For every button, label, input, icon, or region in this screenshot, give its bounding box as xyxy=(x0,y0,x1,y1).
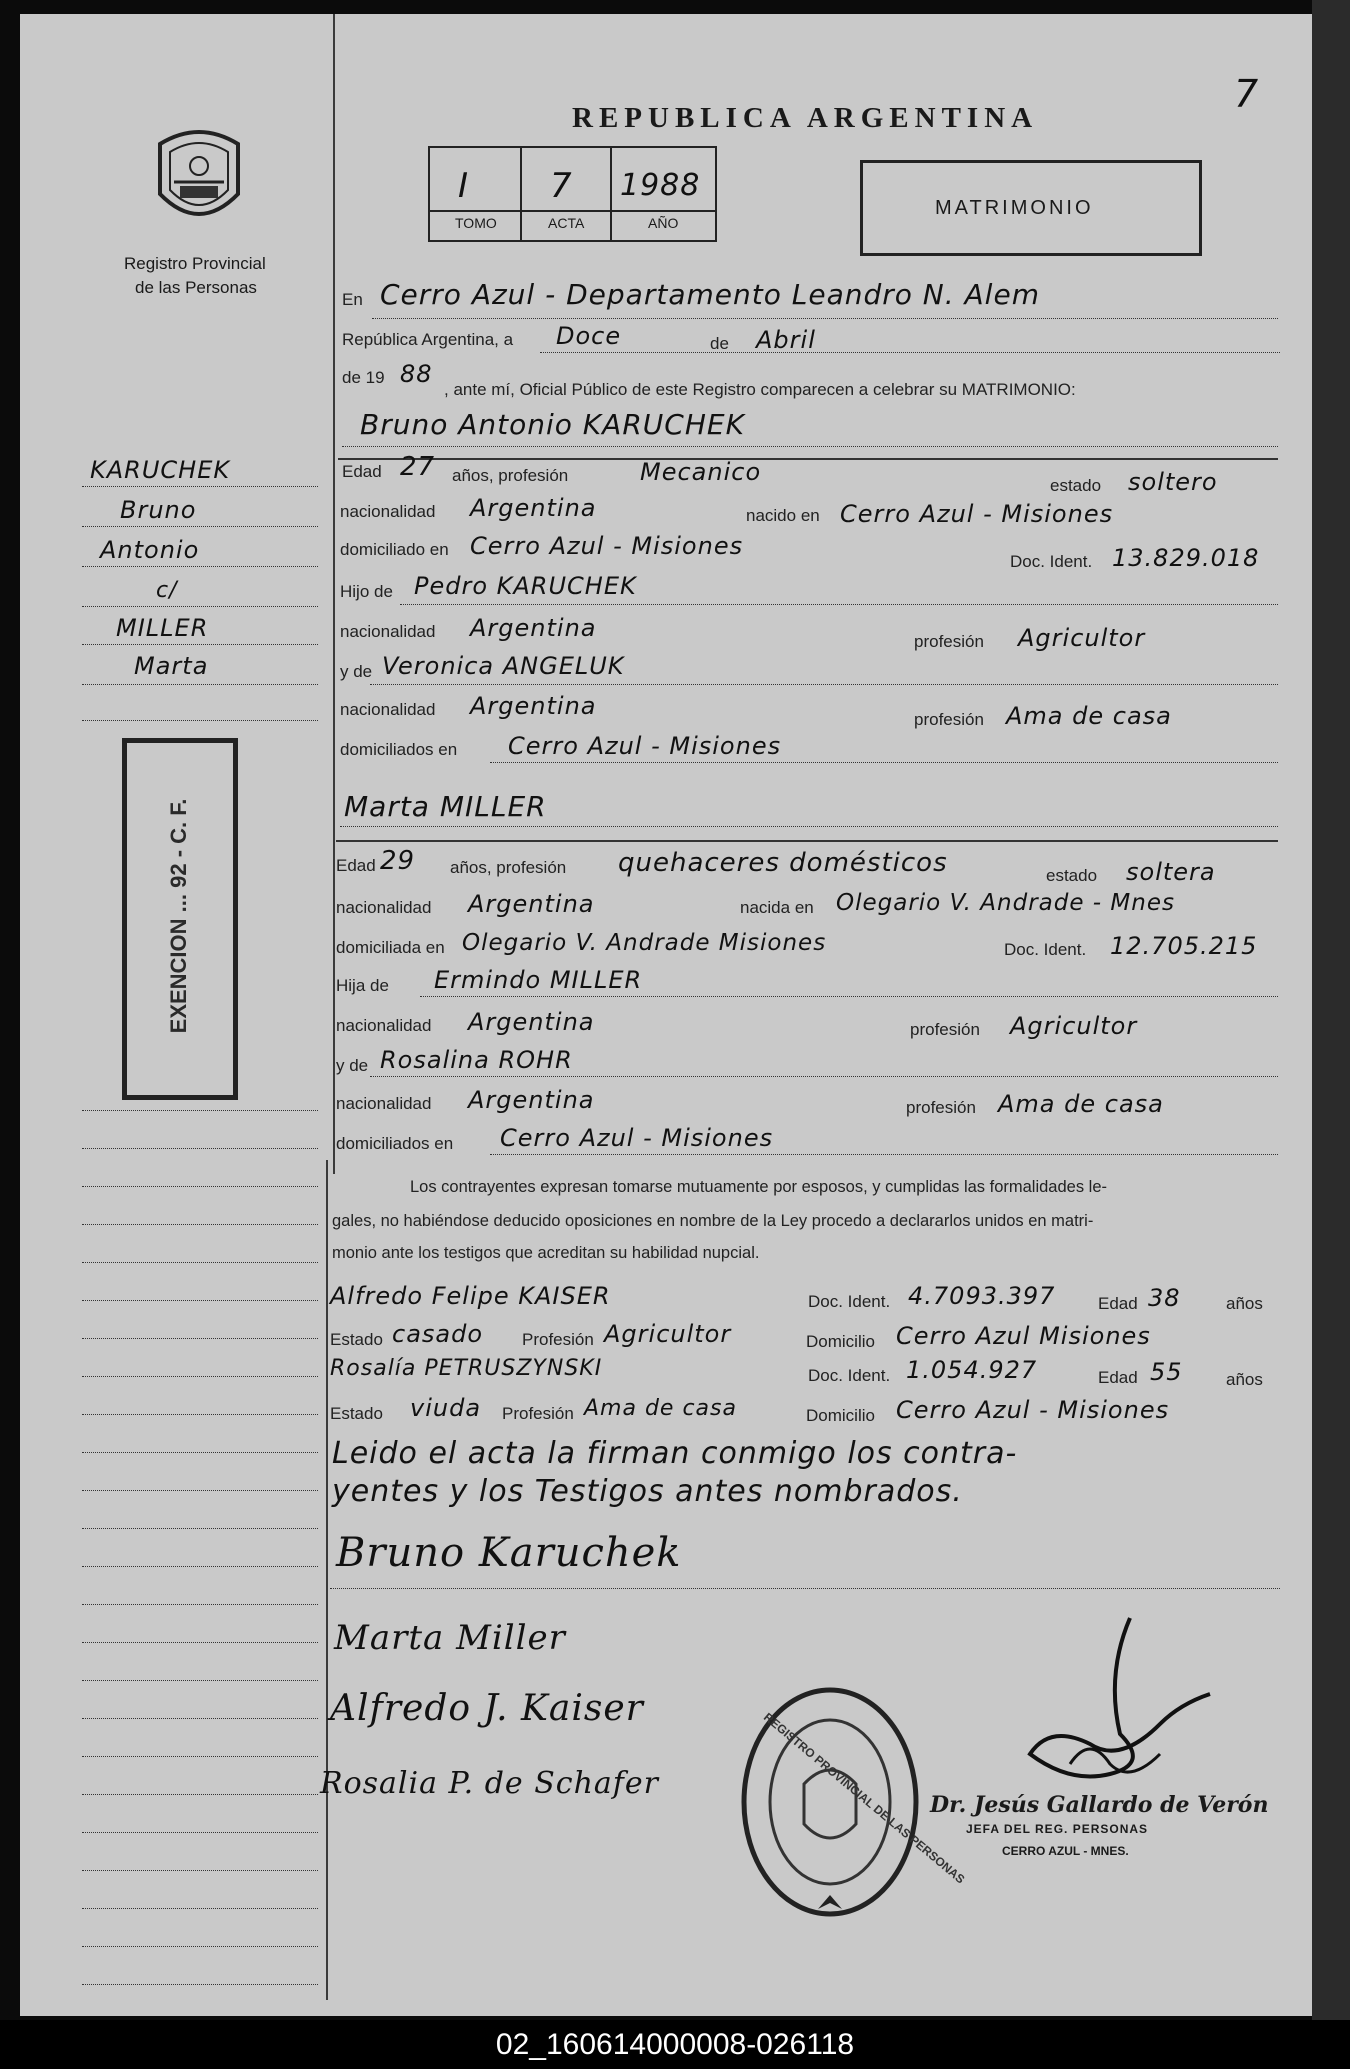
label-profesion-mother: profesión xyxy=(914,710,984,729)
declaration-line-2: gales, no habiéndose deducido oposiciones en nombre de la Ley procedo a declararlos unidos en matri- xyxy=(332,1212,1094,1230)
label-estado-w2: Estado xyxy=(330,1404,383,1423)
label-profesion-w2: Profesión xyxy=(502,1404,574,1423)
record-day: Doce xyxy=(556,322,622,350)
bride-nationality: Argentina xyxy=(468,890,595,918)
label-domiciliados: domiciliados en xyxy=(340,740,458,759)
label-profesion-bride-father: profesión xyxy=(910,1020,980,1039)
label-domiciliados-bride: domiciliados en xyxy=(336,1134,454,1153)
margin-surname-bride: MILLER xyxy=(116,614,209,642)
bride-father-profession: Agricultor xyxy=(1010,1012,1138,1040)
closing-line-2: yentes y los Testigos antes nombrados. xyxy=(332,1474,963,1509)
tomo-value: I xyxy=(458,166,470,206)
exemption-stamp-text: EXENCION ... 92 - C. F. xyxy=(166,798,191,1034)
exemption-stamp xyxy=(122,738,238,1100)
bride-full-name: Marta MILLER xyxy=(344,790,547,823)
label-y-de-bride-mother: y de xyxy=(336,1056,369,1075)
bride-mother: Rosalina ROHR xyxy=(380,1046,573,1074)
label-estado-bride: estado xyxy=(1046,866,1098,885)
witness2-domicile: Cerro Azul - Misiones xyxy=(896,1396,1170,1424)
label-doc-ident-w2: Doc. Ident. xyxy=(808,1366,891,1385)
margin-conjunction: c/ xyxy=(156,578,178,603)
label-hija-de: Hija de xyxy=(336,976,389,995)
label-anos-w2: años xyxy=(1226,1370,1263,1389)
margin-name-groom-2: Antonio xyxy=(100,536,200,564)
label-doc-ident-w1: Doc. Ident. xyxy=(808,1292,891,1311)
label-profesion-bride-mother: profesión xyxy=(906,1098,976,1117)
signature-bride: Marta Miller xyxy=(334,1618,566,1658)
bride-father-nationality: Argentina xyxy=(468,1008,595,1036)
groom-mother: Veronica ANGELUK xyxy=(382,652,625,680)
bride-doc: 12.705.215 xyxy=(1110,932,1258,960)
label-en: En xyxy=(342,290,363,309)
label-year-prefix: de 19 xyxy=(342,368,385,387)
label-edad-w2: Edad xyxy=(1098,1368,1138,1387)
scan-id-footer: 02_160614000008-026118 xyxy=(0,2020,1350,2069)
label-profesion-w1: Profesión xyxy=(522,1330,594,1349)
label-nacionalidad: nacionalidad xyxy=(340,502,436,521)
groom-father: Pedro KARUCHEK xyxy=(414,572,637,600)
signature-witness1: Alfredo J. Kaiser xyxy=(330,1688,644,1729)
provincial-seal-icon xyxy=(152,124,246,234)
label-nacido-en: nacido en xyxy=(746,506,820,525)
label-nacionalidad-father: nacionalidad xyxy=(340,622,436,641)
round-stamp-text: REGISTRO PROVINCIAL DE LAS PERSONAS xyxy=(761,1710,968,1887)
record-year: 88 xyxy=(400,360,433,388)
registry-name-line1: Registro Provincial xyxy=(124,254,266,273)
label-nacionalidad-bride-mother: nacionalidad xyxy=(336,1094,432,1113)
official-name: Dr. Jesús Gallardo de Verón xyxy=(930,1792,1269,1818)
label-de: de xyxy=(710,334,729,353)
ano-label: AÑO xyxy=(648,215,679,231)
label-nacionalidad-bride-father: nacionalidad xyxy=(336,1016,432,1035)
document-type: MATRIMONIO xyxy=(935,197,1094,219)
label-doc-ident: Doc. Ident. xyxy=(1010,552,1093,571)
margin-name-groom-1: Bruno xyxy=(120,496,197,524)
acta-value: 7 xyxy=(550,166,573,206)
groom-profession: Mecanico xyxy=(640,458,762,486)
margin-name-bride: Marta xyxy=(134,652,209,680)
witness2-status: viuda xyxy=(410,1394,482,1422)
margin-rule xyxy=(333,14,335,1174)
bride-father: Ermindo MILLER xyxy=(434,966,643,994)
label-domiciliado: domiciliado en xyxy=(340,540,449,559)
ano-value: 1988 xyxy=(620,168,701,203)
label-nacionalidad-bride: nacionalidad xyxy=(336,898,432,917)
label-republica: República Argentina, a xyxy=(342,330,514,349)
label-estado: estado xyxy=(1050,476,1102,495)
groom-full-name: Bruno Antonio KARUCHEK xyxy=(360,408,745,441)
page-number: 7 xyxy=(1234,72,1260,116)
witness1-status: casado xyxy=(392,1320,484,1348)
signature-groom: Bruno Karuchek xyxy=(336,1530,682,1576)
official-place: CERRO AZUL - MNES. xyxy=(1002,1844,1129,1858)
label-doc-ident-bride: Doc. Ident. xyxy=(1004,940,1087,959)
margin-rule-lower xyxy=(326,1160,328,2000)
witness1-doc: 4.7093.397 xyxy=(908,1282,1056,1310)
label-nacida-en: nacida en xyxy=(740,898,814,917)
bride-domicile: Olegario V. Andrade Misiones xyxy=(462,930,827,956)
groom-nationality: Argentina xyxy=(470,494,597,522)
label-anos-profesion-bride: años, profesión xyxy=(450,858,567,877)
witness2-profession: Ama de casa xyxy=(584,1396,737,1421)
bride-profession: quehaceres domésticos xyxy=(618,848,948,878)
registry-name-line2: de las Personas xyxy=(135,278,257,297)
label-domicilio-w1: Domicilio xyxy=(806,1332,875,1351)
label-y-de-mother: y de xyxy=(340,662,373,681)
label-domiciliada: domiciliada en xyxy=(336,938,445,957)
witness1-domicile: Cerro Azul Misiones xyxy=(896,1322,1151,1350)
acta-label: ACTA xyxy=(548,215,585,231)
label-profesion-father: profesión xyxy=(914,632,984,651)
label-nacionalidad-mother: nacionalidad xyxy=(340,700,436,719)
witness1-name: Alfredo Felipe KAISER xyxy=(330,1282,611,1310)
label-anos-profesion: años, profesión xyxy=(452,466,569,485)
label-edad-w1: Edad xyxy=(1098,1294,1138,1313)
official-title: JEFA DEL REG. PERSONAS xyxy=(966,1822,1149,1836)
groom-domicile: Cerro Azul - Misiones xyxy=(470,532,744,560)
bride-status: soltera xyxy=(1126,858,1216,886)
bride-parents-domicile: Cerro Azul - Misiones xyxy=(500,1124,774,1152)
bride-birthplace: Olegario V. Andrade - Mnes xyxy=(836,890,1175,916)
closing-line-1: Leido el acta la firman conmigo los contra- xyxy=(332,1436,1018,1471)
label-edad: Edad xyxy=(342,462,382,481)
witness2-doc: 1.054.927 xyxy=(906,1356,1038,1384)
record-month: Abril xyxy=(756,326,816,354)
witness1-profession: Agricultor xyxy=(604,1320,732,1348)
groom-mother-nationality: Argentina xyxy=(470,692,597,720)
binding-shadow xyxy=(1312,0,1350,2020)
margin-surname-groom: KARUCHEK xyxy=(90,456,231,484)
intro-text: , ante mí, Oficial Público de este Registro comparecen a celebrar su MATRIMONIO: xyxy=(444,380,1076,399)
tomo-acta-ano-box xyxy=(428,146,717,242)
declaration-line-1: Los contrayentes expresan tomarse mutuamente por esposos, y cumplidas las formalidades le- xyxy=(410,1178,1108,1196)
bride-mother-nationality: Argentina xyxy=(468,1086,595,1114)
document-type-box xyxy=(860,160,1202,256)
groom-mother-profession: Ama de casa xyxy=(1006,702,1172,730)
witness2-name: Rosalía PETRUSZYNSKI xyxy=(330,1356,603,1381)
groom-parents-domicile: Cerro Azul - Misiones xyxy=(508,732,782,760)
signature-witness2: Rosalia P. de Schafer xyxy=(320,1766,659,1801)
groom-status: soltero xyxy=(1128,468,1218,496)
witness2-age: 55 xyxy=(1150,1358,1183,1386)
label-estado-w1: Estado xyxy=(330,1330,383,1349)
groom-father-nationality: Argentina xyxy=(470,614,597,642)
place-of-record: Cerro Azul - Departamento Leandro N. Alem xyxy=(380,278,1040,311)
groom-birthplace: Cerro Azul - Misiones xyxy=(840,500,1114,528)
groom-age: 27 xyxy=(400,452,436,482)
country-title: REPUBLICA ARGENTINA xyxy=(572,102,1039,134)
declaration-line-3: monio ante los testigos que acreditan su habilidad nupcial. xyxy=(332,1244,760,1262)
label-anos-w1: años xyxy=(1226,1294,1263,1313)
bride-age: 29 xyxy=(380,846,416,876)
label-edad-bride: Edad xyxy=(336,856,376,875)
bride-mother-profession: Ama de casa xyxy=(998,1090,1164,1118)
groom-father-profession: Agricultor xyxy=(1018,624,1146,652)
groom-doc: 13.829.018 xyxy=(1112,544,1260,572)
label-hijo-de: Hijo de xyxy=(340,582,393,601)
witness1-age: 38 xyxy=(1148,1284,1181,1312)
official-signature-icon xyxy=(1010,1614,1230,1794)
label-domicilio-w2: Domicilio xyxy=(806,1406,875,1425)
tomo-label: TOMO xyxy=(455,215,497,231)
